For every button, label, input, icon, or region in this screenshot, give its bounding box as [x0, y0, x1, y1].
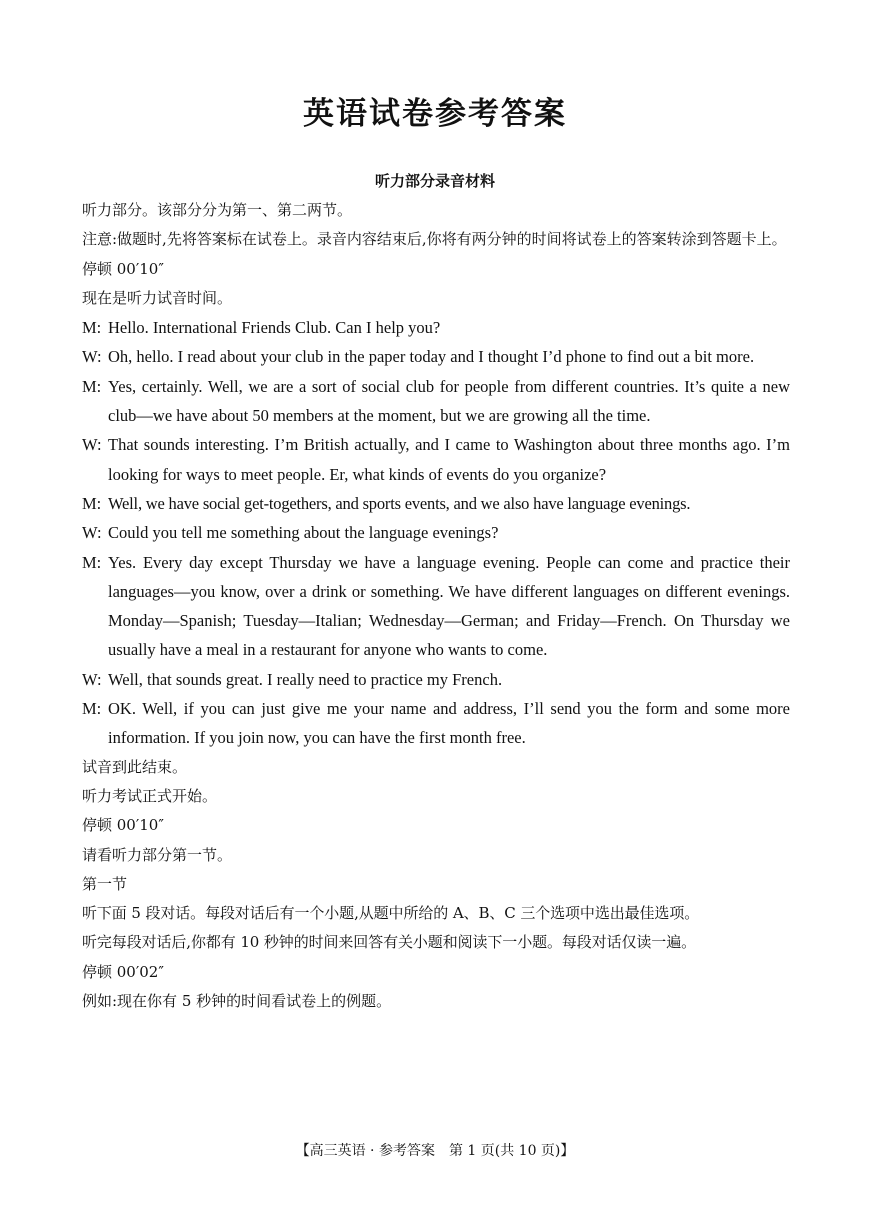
dialog-turn	[82, 548, 790, 665]
instruction-line: 请看听力部分第一节。	[82, 845, 233, 864]
instruction-line: 听力部分。该部分分为第一、第二两节。	[82, 201, 353, 219]
speaker-label: W:	[82, 435, 102, 455]
instruction-line: 注意:做题时,先将答案标在试卷上。录音内容结束后,你将有两分钟的时间将试卷上的答案转涂到答题卡上。	[82, 230, 787, 249]
dialog-turn	[82, 313, 790, 342]
instruction-line: 现在是听力试音时间。	[82, 288, 233, 307]
dialog-text: Well, that sounds great. I really need to practice my French.	[108, 669, 503, 689]
dialog-text: Oh, hello. I read about your club in the paper today and I thought I’d phone to find out a bit more.	[108, 347, 755, 367]
page-footer: 【高三英语 · 参考答案 第 1 页(共 10 页)】	[295, 1143, 575, 1159]
speaker-label: M:	[82, 552, 102, 572]
section-label: 第一节	[82, 874, 128, 893]
page-title: 英语试卷参考答案	[303, 96, 567, 132]
dialog-text: Hello. International Friends Club. Can I help you?	[108, 318, 441, 338]
speaker-label: W:	[82, 347, 102, 367]
dialog-text: Yes. Every day except Thursday we have a language evening. People can come and practice their languages—you know, over a drink or something. We have different languages on different evenings. Monday—Spanish; Tuesday—Italian; Wednesday—German; and Friday—French. On Thursday we usually have a meal in a restaurant for anyone who wants to come.	[108, 552, 790, 660]
pause-marker: 停顿 00′10″	[82, 816, 164, 835]
instruction-line: 听完每段对话后,你都有 10 秒钟的时间来回答有关小题和阅读下一小题。每段对话仅读一遍。	[82, 933, 696, 952]
dialog-text: Well, we have social get-togethers, and sports events, and we also have language evenings.	[108, 493, 691, 513]
dialog-turn	[82, 342, 790, 371]
instruction-line: 试音到此结束。	[82, 757, 188, 776]
dialog-turn	[82, 665, 790, 694]
dialog-turn	[82, 694, 790, 753]
speaker-label: M:	[82, 318, 102, 338]
speaker-label: M:	[82, 493, 102, 513]
speaker-label: M:	[82, 699, 102, 719]
pause-marker: 停顿 00′02″	[82, 962, 164, 981]
instruction-line: 听力考试正式开始。	[82, 786, 218, 805]
dialog-text: Could you tell me something about the language evenings?	[108, 523, 499, 543]
dialog-text: Yes, certainly. Well, we are a sort of social club for people from different countries. It’s quite a new club—we have about 50 members at the moment, but we are growing all the time.	[108, 376, 790, 426]
dialog-turn	[82, 489, 790, 518]
section-heading: 听力部分录音材料	[374, 172, 495, 190]
dialog-text: OK. Well, if you can just give me your name and address, I’ll send you the form and some more information. If you join now, you can have the first month free.	[108, 699, 790, 748]
pause-marker: 停顿 00′10″	[82, 259, 164, 278]
speaker-label: M:	[82, 376, 102, 396]
instruction-line: 听下面 5 段对话。每段对话后有一个小题,从题中所给的 A、B、C 三个选项中选出最佳选项。	[82, 904, 700, 923]
instruction-line: 例如:现在你有 5 秒钟的时间看试卷上的例题。	[82, 992, 392, 1011]
dialog-turn	[82, 430, 790, 489]
dialog-text: That sounds interesting. I’m British actually, and I came to Washington about three months ago. I’m looking for ways to meet people. Er, what kinds of events do you organize?	[108, 435, 790, 484]
transcript-body	[82, 196, 790, 1016]
dialog-turn	[82, 518, 790, 547]
speaker-label: W:	[82, 669, 102, 689]
speaker-label: W:	[82, 523, 102, 543]
dialog-turn	[82, 372, 790, 431]
